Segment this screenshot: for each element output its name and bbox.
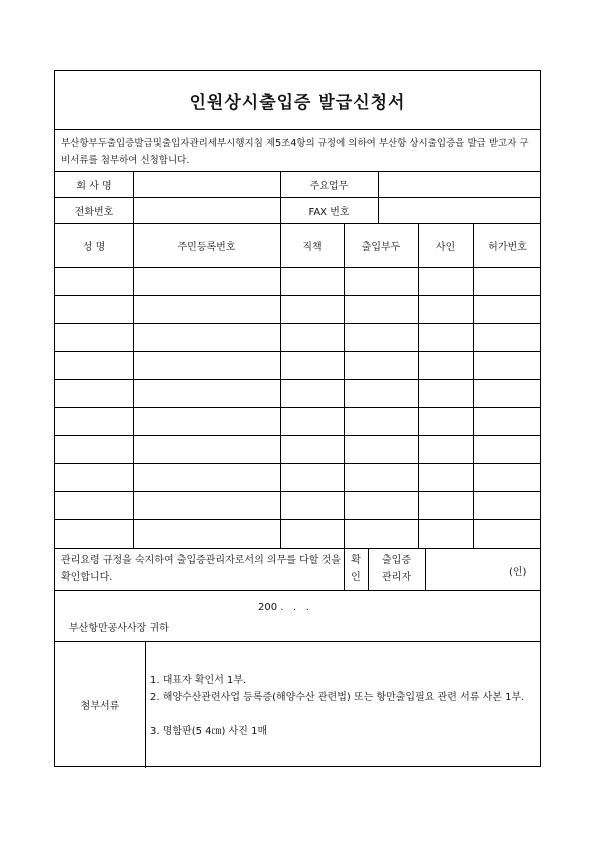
attachment-item: 1. 대표자 확인서 1부.	[150, 675, 247, 686]
table-row[interactable]	[55, 435, 542, 463]
divider	[55, 129, 540, 130]
pledge-text: 관리요령 규정을 숙지하여 출입증관리자로서의 의무를 다할 것을 확인합니다.	[61, 555, 341, 583]
company-name-field[interactable]	[133, 171, 280, 197]
attachment-item: 3. 명함판(5 4㎝) 사진 1매	[150, 726, 268, 737]
fax-label: FAX 번호	[308, 206, 350, 218]
header-resident-number: 주민등록번호	[177, 241, 236, 253]
addressee: 부산항만공사사장 귀하	[69, 623, 169, 634]
table-row[interactable]	[55, 407, 542, 435]
header-signature: 사인	[435, 241, 456, 253]
table-row[interactable]	[55, 351, 542, 379]
date-line: 200 . . .	[258, 602, 309, 613]
divider	[145, 641, 146, 768]
table-row[interactable]	[55, 267, 542, 295]
manager-label: 출입증 관리자	[382, 555, 411, 583]
table-row[interactable]	[55, 323, 542, 351]
table-row[interactable]	[55, 295, 542, 323]
confirm-label: 확 인	[351, 555, 361, 583]
header-pier: 출입부두	[361, 241, 401, 253]
header-name: 성 명	[82, 241, 106, 253]
main-duty-label: 주요업무	[309, 180, 349, 192]
header-position: 직책	[302, 241, 322, 253]
table-row[interactable]	[55, 491, 542, 519]
table-row[interactable]	[55, 519, 542, 548]
application-form	[54, 70, 541, 767]
phone-label: 전화번호	[74, 206, 114, 218]
intro-text: 부산항부두출입증발급및출입자관리세부시행지침 제5조4항의 규정에 의하여 부산항 상시출입증을 발급 받고자 구비서류를 첨부하여 신청합니다.	[61, 138, 529, 166]
attachments-label: 첨부서류	[80, 701, 120, 712]
divider	[55, 590, 540, 591]
table-row[interactable]	[55, 379, 542, 407]
table-row[interactable]	[55, 463, 542, 491]
header-permit-number: 허가번호	[488, 241, 527, 253]
seal-mark: (인)	[509, 567, 527, 578]
form-title: 인원상시출입증 발급신청서	[189, 92, 406, 113]
company-name-label: 회 사 명	[76, 180, 112, 192]
main-duty-field[interactable]	[378, 171, 542, 197]
phone-field[interactable]	[133, 197, 280, 223]
attachment-item: 2. 해양수산관련사업 등록증(해양수산 관련법) 또는 항만출입필요 관련 서류 사본 1부.	[150, 692, 525, 703]
fax-field[interactable]	[378, 197, 542, 223]
